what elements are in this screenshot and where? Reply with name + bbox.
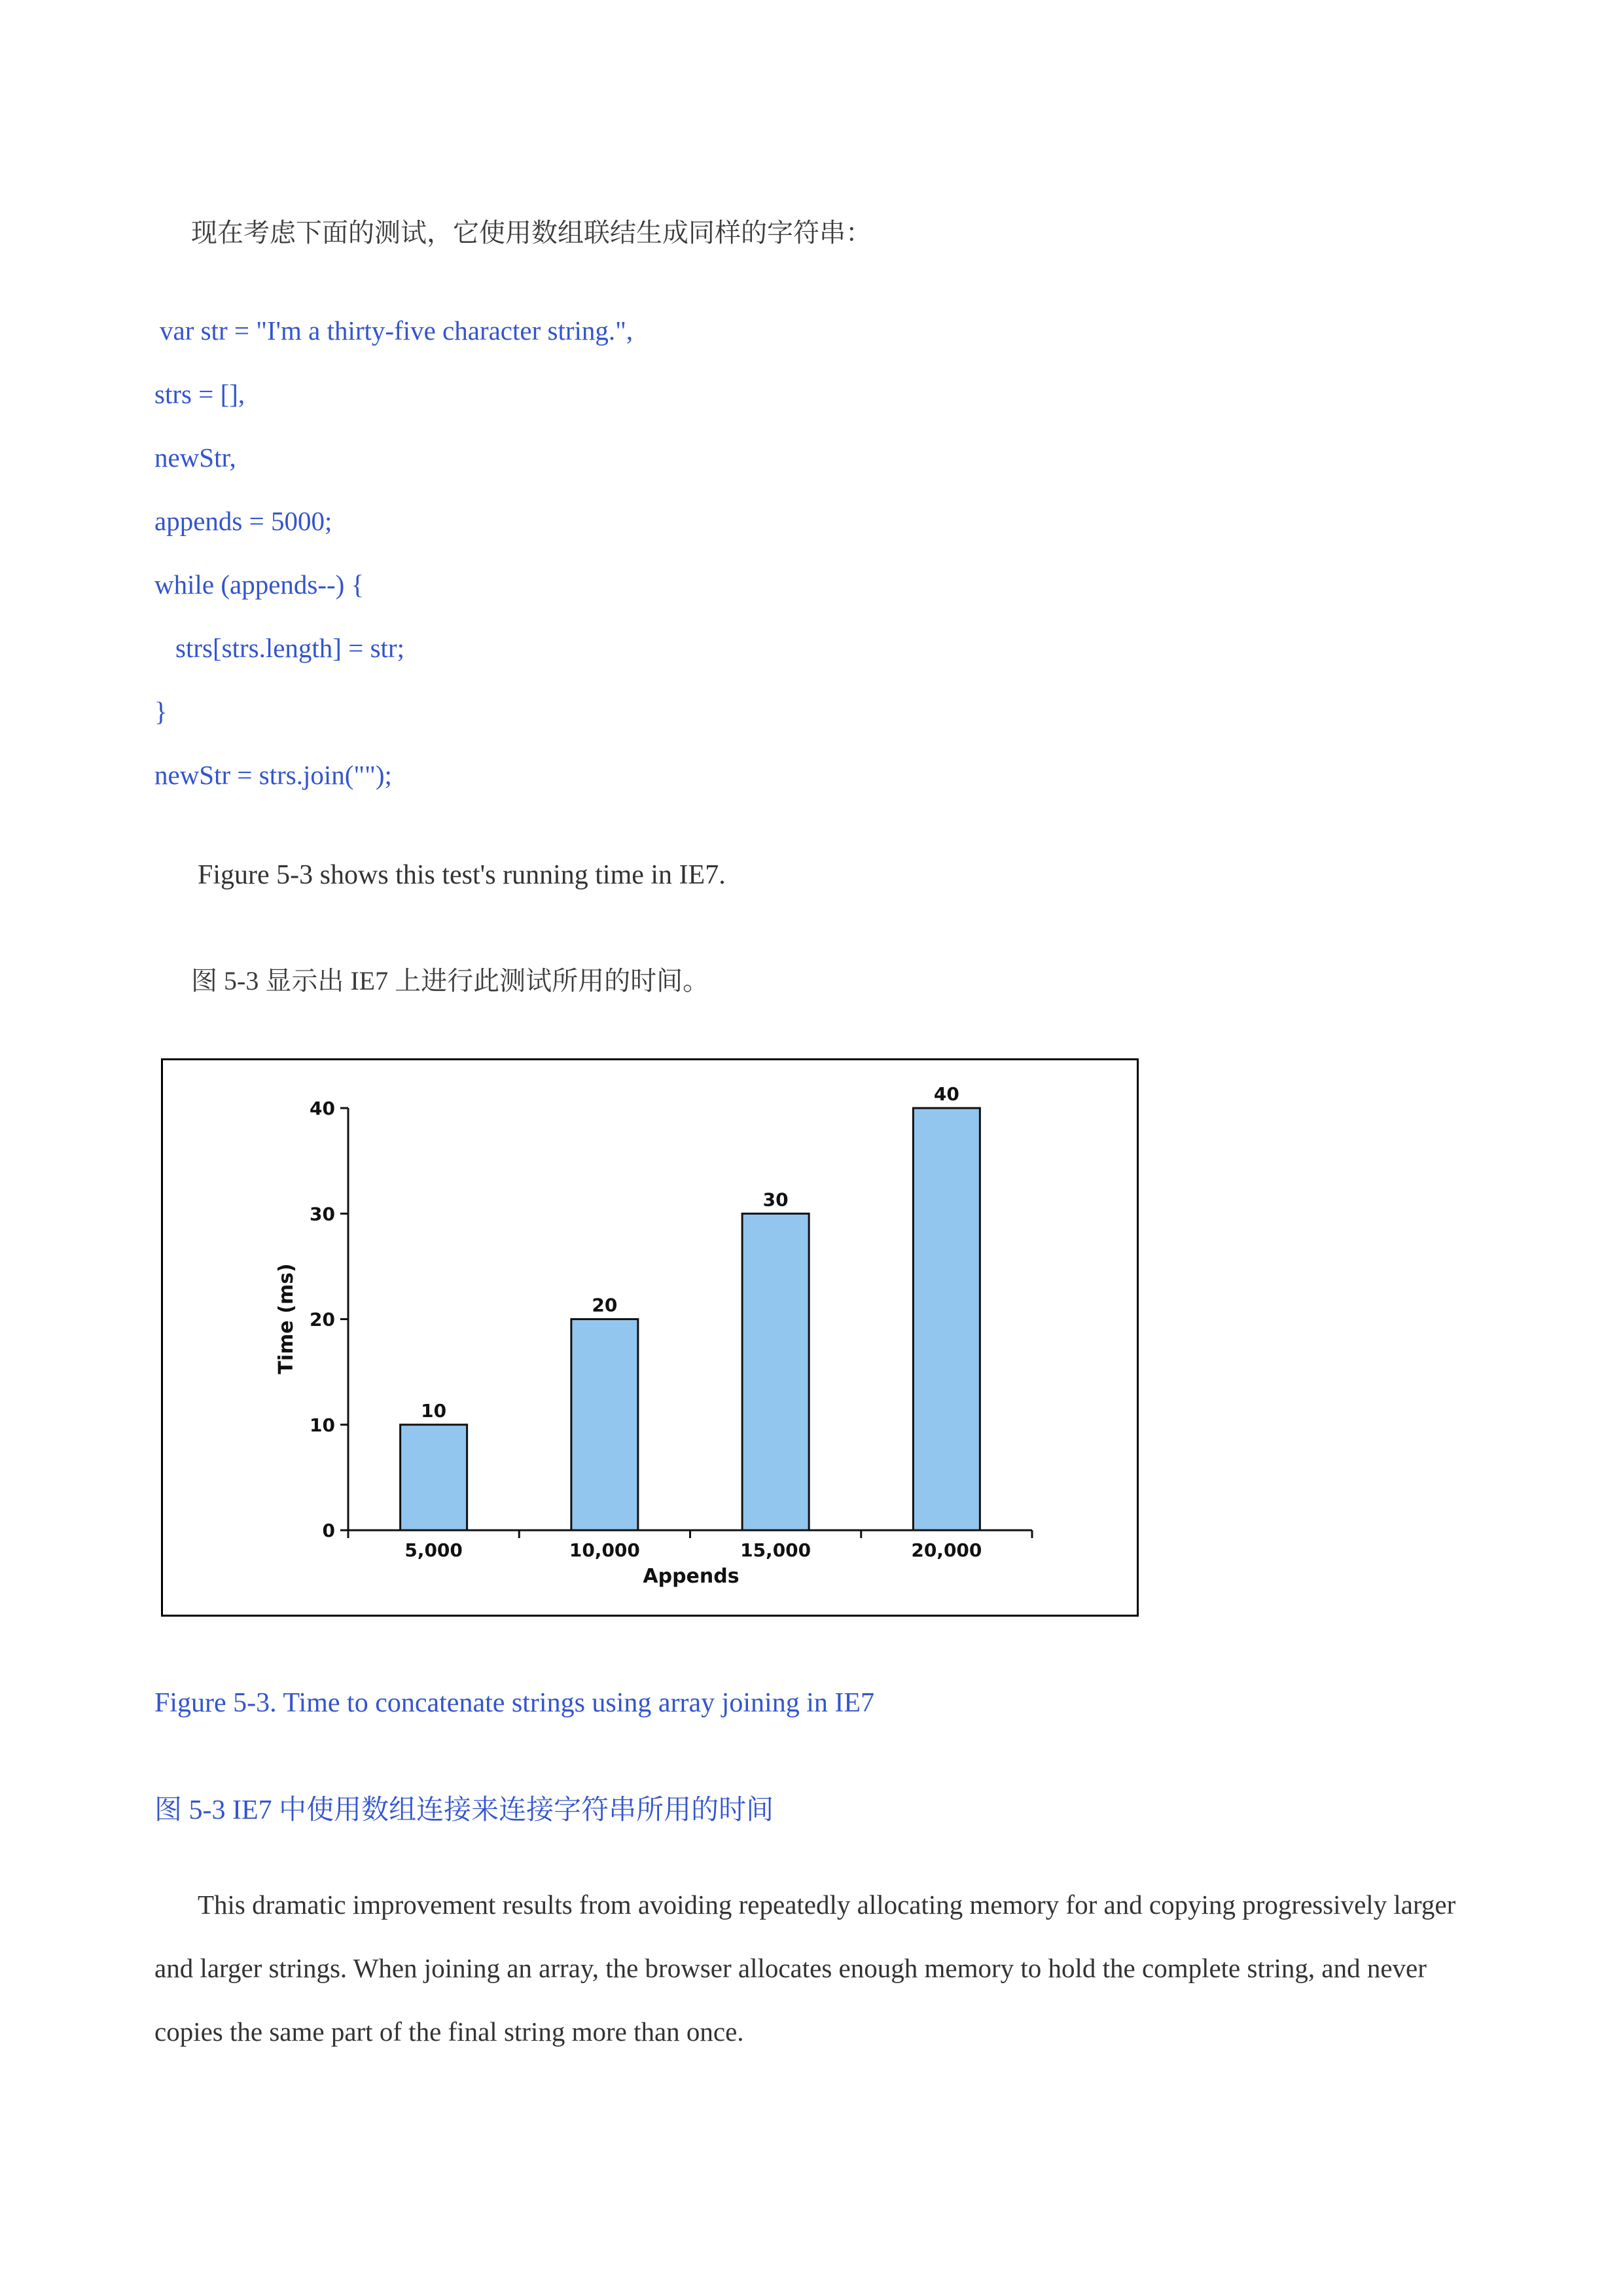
- code-line-4: appends = 5000;: [154, 506, 332, 536]
- y-axis-title: Time (ms): [275, 1263, 298, 1374]
- x-tick-label: 10,000: [569, 1539, 640, 1561]
- x-axis-title: Appends: [643, 1565, 740, 1588]
- bar-chart: [163, 1060, 1137, 1615]
- figure-reference-zh: 图 5-3 显示出 IE7 上进行此测试所用的时间。: [191, 966, 709, 996]
- figure-caption-en: Figure 5-3. Time to concatenate strings using array joining in IE7: [154, 1688, 874, 1718]
- code-line-2: strs = [],: [154, 379, 245, 409]
- figure-reference-en: Figure 5-3 shows this test's running time in IE7.: [198, 860, 726, 890]
- x-tick-label: 15,000: [740, 1539, 812, 1561]
- y-tick-label: 30: [310, 1203, 335, 1225]
- bar-2: [571, 1319, 638, 1531]
- bar-1: [401, 1425, 467, 1530]
- x-tick-label: 20,000: [911, 1539, 982, 1561]
- code-line-5: while (appends--) {: [154, 569, 365, 600]
- code-line-8: newStr = strs.join("");: [154, 760, 392, 790]
- code-line-3: newStr,: [154, 442, 236, 473]
- bar-3: [742, 1213, 809, 1530]
- x-axis: [348, 1530, 1032, 1561]
- code-line-7: }: [154, 696, 168, 726]
- code-line-1: var str = "I'm a thirty-five character string.",: [160, 315, 633, 346]
- code-line-6: strs[strs.length] = str;: [175, 633, 404, 663]
- data-labels: [421, 1083, 959, 1422]
- data-label: 10: [421, 1399, 447, 1422]
- intro-text: 现在考虑下面的测试，它使用数组联结生成同样的字符串：: [191, 218, 872, 247]
- figure-chart: [161, 1058, 1139, 1617]
- data-label: 30: [762, 1189, 789, 1211]
- y-tick-label: 10: [310, 1414, 335, 1436]
- bar-4: [913, 1108, 980, 1530]
- bars: [401, 1108, 980, 1530]
- y-tick-label: 20: [310, 1308, 335, 1331]
- y-axis: [310, 1098, 348, 1541]
- figure-caption-zh: 图 5-3 IE7 中使用数组连接来连接字符串所用的时间: [154, 1795, 774, 1825]
- data-label: 20: [592, 1294, 618, 1316]
- data-label: 40: [933, 1083, 959, 1105]
- x-tick-label: 5,000: [404, 1539, 463, 1561]
- y-tick-label: 0: [322, 1520, 335, 1541]
- body-paragraph: This dramatic improvement results from avoiding repeatedly allocating memory for and copying progressively larger and larger strings. When joining an array, the browser allocates enough memory to hold the complete string, and never copies the same part of the final string more than once.: [154, 1890, 1456, 2047]
- y-tick-label: 40: [310, 1098, 335, 1119]
